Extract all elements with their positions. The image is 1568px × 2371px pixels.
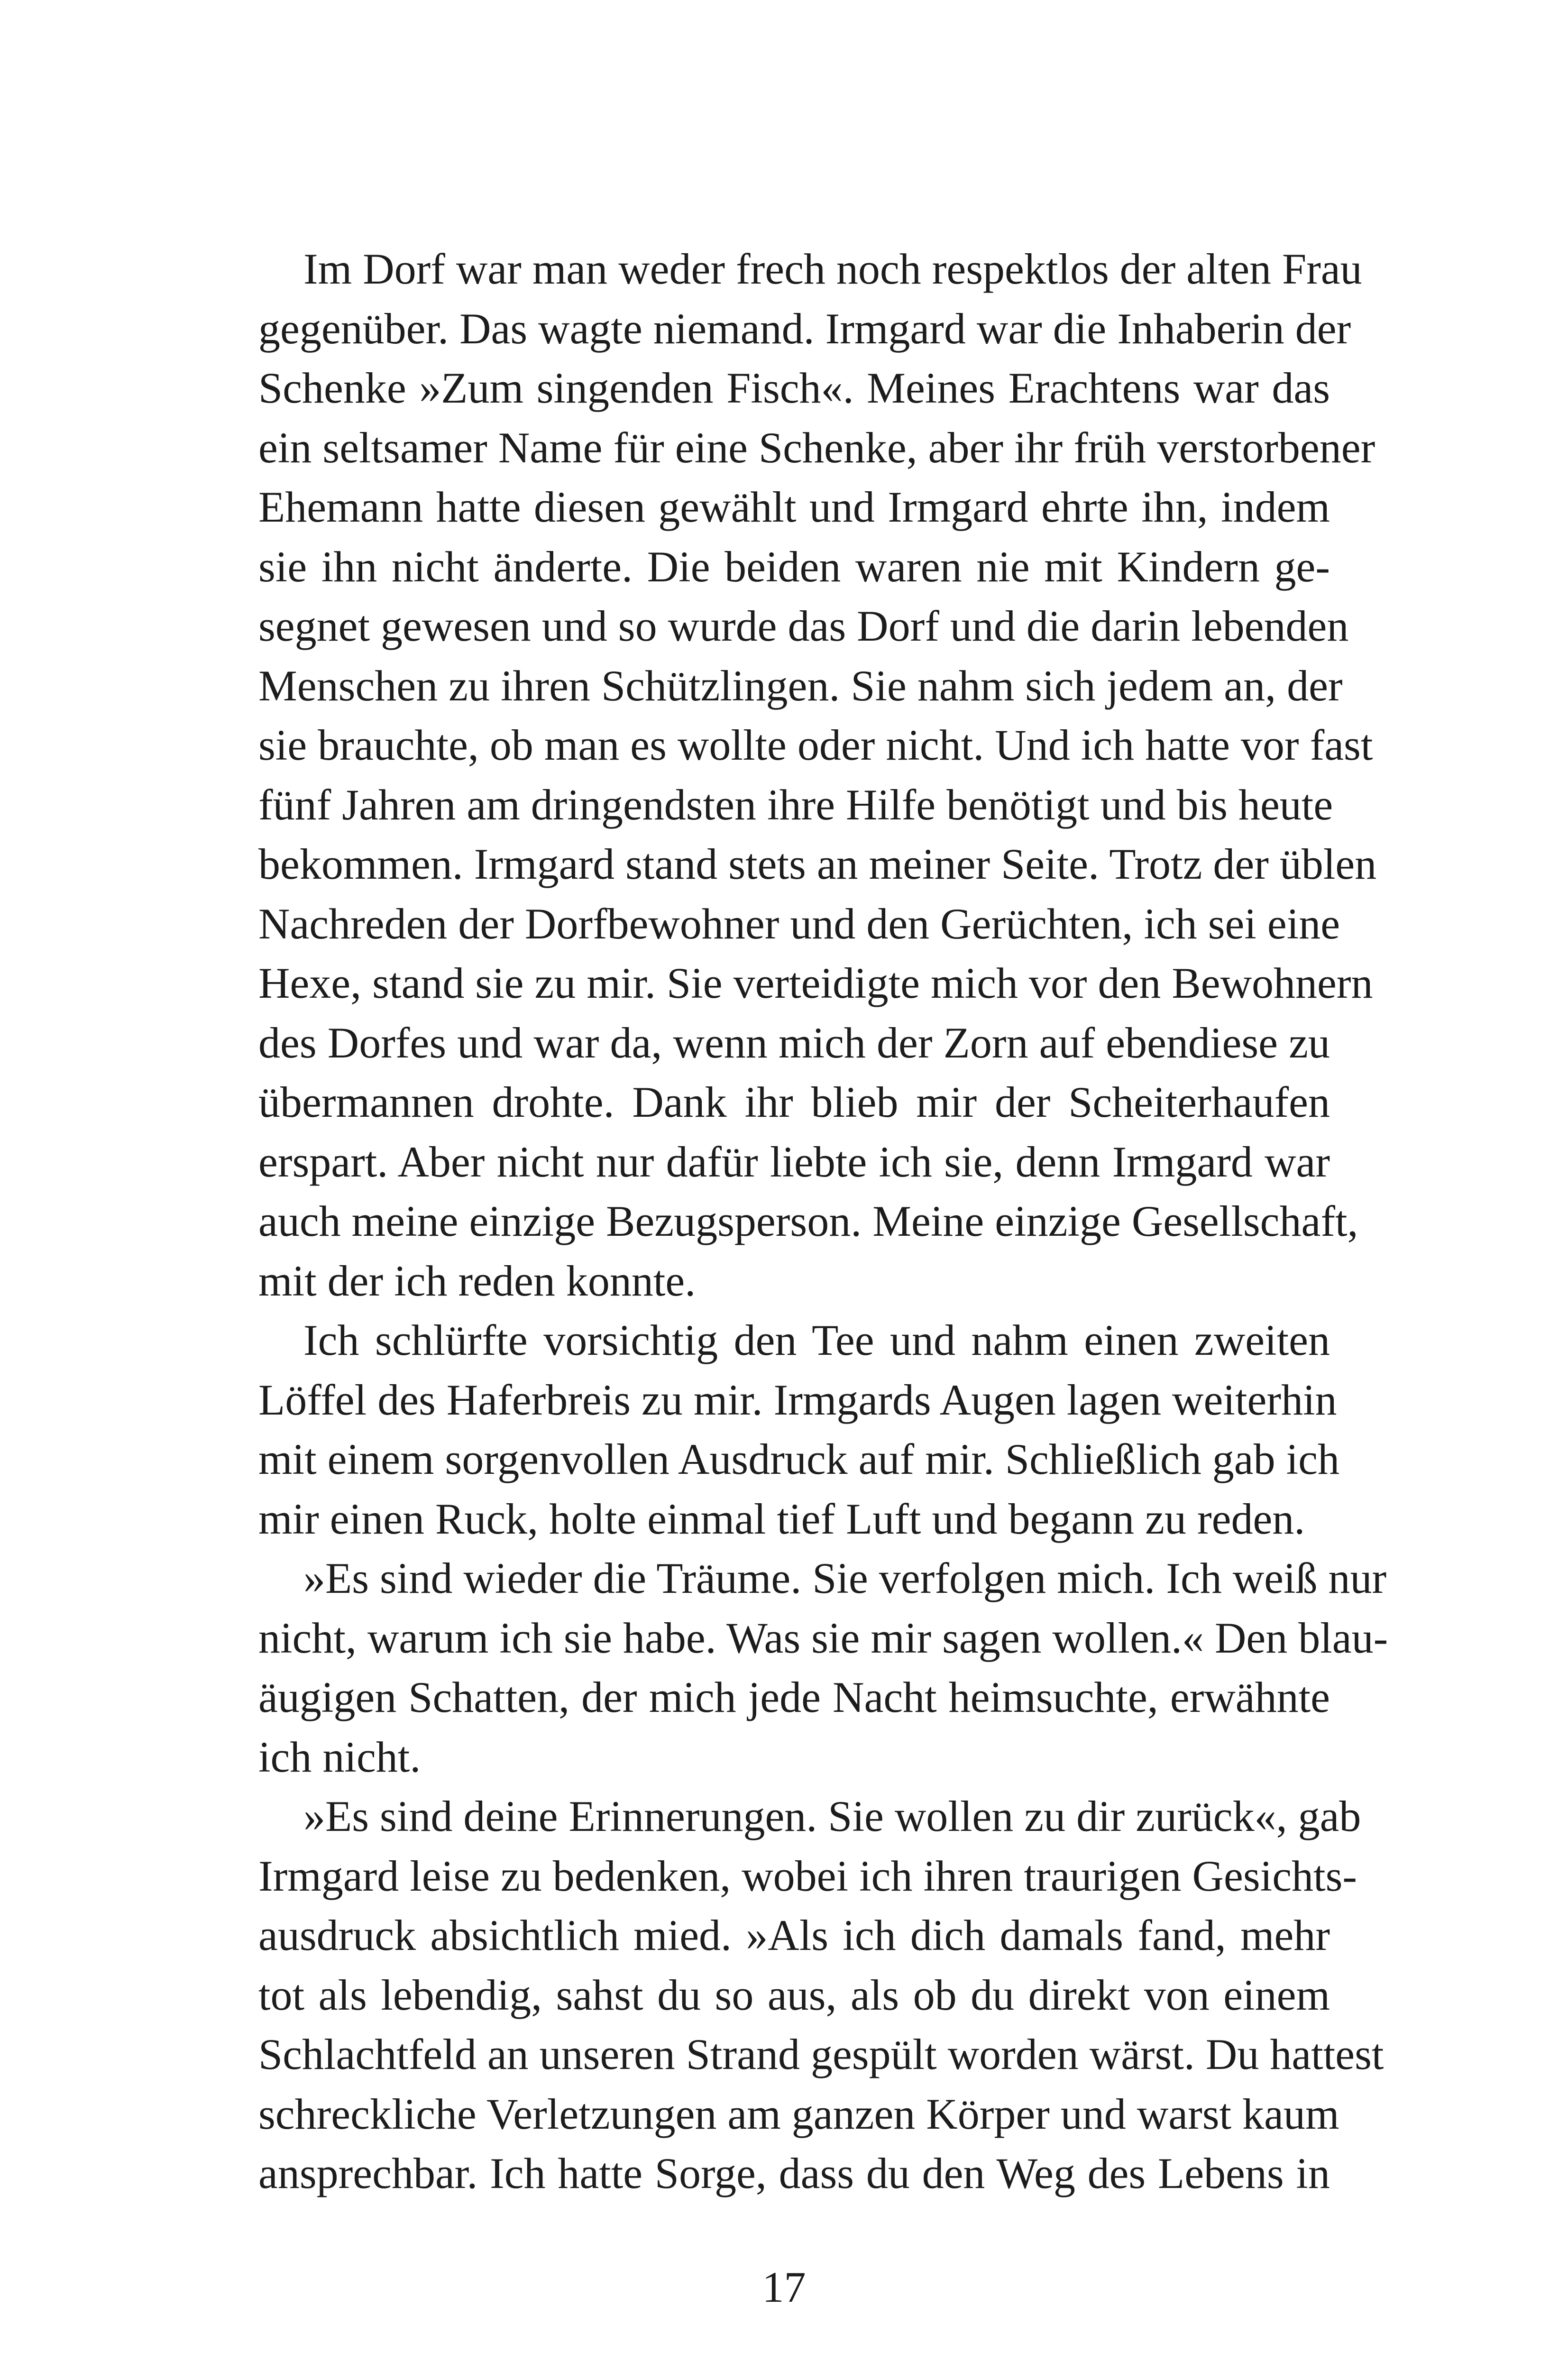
paragraph [258, 1549, 1388, 1787]
text-line: ansprechbar. Ich hatte Sorge, dass du den Weg des Lebens in [258, 2149, 1330, 2197]
text-line: Menschen zu ihren Schützlingen. Sie nahm sich jedem an, der [258, 661, 1343, 710]
text-line: bekommen. Irmgard stand stets an meiner Seite. Trotz der üblen [258, 840, 1377, 888]
text-line: Ich schlürfte vorsichtig den Tee und nahm einen zweiten [303, 1316, 1330, 1364]
text-line: Schlachtfeld an unseren Strand gespült worden wärst. Du hattest [258, 2030, 1384, 2078]
text-line: mir einen Ruck, holte einmal tief Luft und begann zu reden. [258, 1494, 1305, 1543]
text-line: Irmgard leise zu bedenken, wobei ich ihren traurigen Gesichts- [258, 1851, 1357, 1900]
text-line: segnet gewesen und so wurde das Dorf und die darin lebenden [258, 602, 1349, 650]
text-line: sie ihn nicht änderte. Die beiden waren nie mit Kindern ge- [258, 542, 1330, 591]
page-number: 17 [762, 2263, 806, 2311]
text-line: auch meine einzige Bezugsperson. Meine einzige Gesellschaft, [258, 1197, 1358, 1245]
text-line: Schenke »Zum singenden Fisch«. Meines Erachtens war das [258, 364, 1330, 412]
text-line: fünf Jahren am dringendsten ihre Hilfe benötigt und bis heute [258, 780, 1333, 829]
paragraph [258, 239, 1377, 1311]
text-line: »Es sind deine Erinnerungen. Sie wollen zu dir zurück«, gab [303, 1792, 1361, 1840]
text-line: mit der ich reden konnte. [258, 1256, 696, 1305]
text-line: Hexe, stand sie zu mir. Sie verteidigte mich vor den Bewohnern [258, 959, 1373, 1007]
text-line: gegenüber. Das wagte niemand. Irmgard war die Inhaberin der [258, 304, 1351, 353]
text-line: »Es sind wieder die Träume. Sie verfolgen mich. Ich weiß nur [303, 1554, 1387, 1602]
text-line: nicht, warum ich sie habe. Was sie mir sagen wollen.« Den blau- [258, 1613, 1388, 1662]
text-line: des Dorfes und war da, wenn mich der Zorn auf ebendiese zu [258, 1018, 1330, 1067]
text-line: übermannen drohte. Dank ihr blieb mir der Scheiterhaufen [258, 1078, 1330, 1126]
paragraph [258, 1787, 1384, 2204]
text-line: äugigen Schatten, der mich jede Nacht heimsuchte, erwähnte [258, 1673, 1330, 1721]
text-line: erspart. Aber nicht nur dafür liebte ich sie, denn Irmgard war [258, 1137, 1330, 1186]
text-line: sie brauchte, ob man es wollte oder nicht. Und ich hatte vor fast [258, 721, 1373, 769]
body-text [258, 239, 1388, 2204]
text-line: Im Dorf war man weder frech noch respektlos der alten Frau [303, 245, 1362, 293]
text-line: mit einem sorgenvollen Ausdruck auf mir. Schließlich gab ich [258, 1435, 1339, 1483]
text-line: Nachreden der Dorfbewohner und den Gerüchten, ich sei eine [258, 899, 1340, 948]
text-line: ich nicht. [258, 1732, 421, 1781]
text-line: ausdruck absichtlich mied. »Als ich dich damals fand, mehr [258, 1911, 1330, 1959]
text-line: ein seltsamer Name für eine Schenke, aber ihr früh verstorbener [258, 423, 1375, 472]
text-line: schreckliche Verletzungen am ganzen Körper und warst kaum [258, 2089, 1339, 2138]
text-line: Ehemann hatte diesen gewählt und Irmgard ehrte ihn, indem [258, 483, 1330, 531]
paragraph [258, 1311, 1339, 1549]
text-line: Löffel des Haferbreis zu mir. Irmgards Augen lagen weiterhin [258, 1375, 1337, 1424]
text-line: tot als lebendig, sahst du so aus, als ob du direkt von einem [258, 1970, 1330, 2019]
